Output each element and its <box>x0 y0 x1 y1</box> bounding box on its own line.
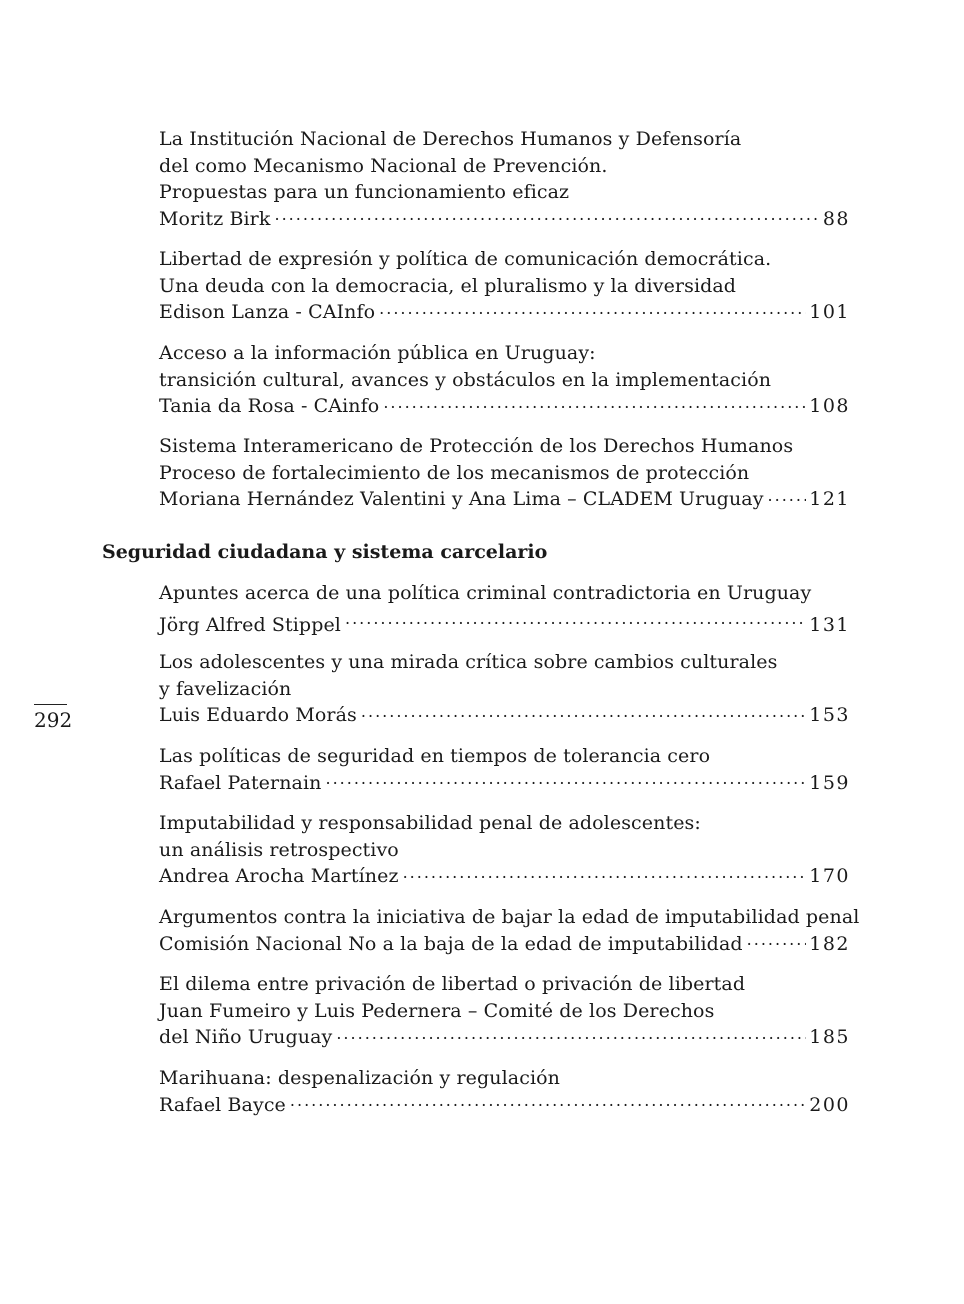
entry-title-line: Una deuda con la democracia, el pluralismo y la diversidad <box>159 274 737 297</box>
entry-title-line: Libertad de expresión y política de comunicación democrática. <box>159 248 772 270</box>
toc-entry <box>159 743 850 796</box>
toc-entry <box>159 1065 850 1118</box>
dot-leader <box>383 393 806 412</box>
dot-leader <box>361 702 806 721</box>
entry-page-number: 88 <box>822 207 850 230</box>
page-number: 292 <box>34 708 73 732</box>
entry-author: Jörg Alfred Stippel <box>159 614 341 636</box>
dot-leader <box>290 1092 806 1111</box>
entry-author: Andrea Arocha Martínez <box>159 865 399 887</box>
entry-page-number: 200 <box>809 1093 850 1116</box>
toc-entry <box>159 810 850 890</box>
entry-title-line: del como Mecanismo Nacional de Prevención. <box>159 154 608 177</box>
dot-leader <box>379 299 806 318</box>
entry-author-line <box>159 206 850 233</box>
entry-page-number: 131 <box>809 614 850 636</box>
entry-page-number: 185 <box>809 1026 850 1048</box>
dot-leader <box>326 770 807 789</box>
entry-page-number: 101 <box>809 301 850 323</box>
dot-leader <box>336 1024 806 1043</box>
entry-page-number: 159 <box>809 771 850 794</box>
toc-entry <box>159 577 850 641</box>
entry-author: Tania da Rosa - CAinfo <box>159 395 380 417</box>
entry-title-line: Las políticas de seguridad en tiempos de tolerancia cero <box>159 745 711 767</box>
entry-author-line <box>159 770 850 797</box>
entry-author: Luis Eduardo Morás <box>159 704 357 726</box>
entry-author-line <box>159 299 850 326</box>
entry-author: Moritz Birk <box>159 207 271 230</box>
page-number-rule <box>34 704 67 705</box>
entry-author-line <box>159 863 850 890</box>
entry-title-line: Sistema Interamericano de Protección de los Derechos Humanos <box>159 435 794 457</box>
dot-leader <box>345 612 806 631</box>
entry-title-line: Apuntes acerca de una política criminal contradictoria en Uruguay <box>159 582 812 604</box>
toc-entry <box>159 340 850 420</box>
entry-title-line: y favelización <box>159 677 292 700</box>
dot-leader <box>747 931 807 950</box>
entry-author-line <box>159 702 850 729</box>
entry-title-line: transición cultural, avances y obstáculos en la implementación <box>159 368 772 391</box>
entry-title-line: Los adolescentes y una mirada crítica sobre cambios culturales <box>159 651 778 673</box>
entry-author: Rafael Paternain <box>159 771 322 794</box>
entry-page-number: 182 <box>809 932 850 955</box>
entry-title-line: La Institución Nacional de Derechos Humanos y Defensoría <box>159 128 742 150</box>
toc-entry <box>159 971 850 1051</box>
entry-author-line <box>159 931 850 958</box>
entry-title-line: Propuestas para un funcionamiento eficaz <box>159 181 570 203</box>
toc-entry <box>159 649 850 729</box>
entry-author: Moriana Hernández Valentini y Ana Lima – CLADEM Uruguay <box>159 488 764 510</box>
toc-entry <box>159 433 850 513</box>
toc-entry <box>159 126 850 232</box>
entry-page-number: 121 <box>809 488 850 510</box>
toc-entry <box>159 904 860 957</box>
entry-title-line: un análisis retrospectivo <box>159 838 399 861</box>
entry-title-line: Argumentos contra la iniciativa de bajar la edad de imputabilidad penal <box>159 906 860 928</box>
entry-author-line <box>159 486 850 513</box>
entry-author: Rafael Bayce <box>159 1093 286 1116</box>
entry-title-line: Juan Fumeiro y Luis Pedernera – Comité de los Derechos <box>159 999 715 1022</box>
entry-author-line <box>159 1092 850 1119</box>
dot-leader <box>403 863 807 882</box>
entry-title-line: El dilema entre privación de libertad o privación de libertad <box>159 973 746 995</box>
section-heading: Seguridad ciudadana y sistema carcelario <box>102 541 548 563</box>
entry-title-line: Acceso a la información pública en Uruguay: <box>159 342 596 364</box>
entry-page-number: 170 <box>809 865 850 887</box>
entry-page-number: 153 <box>809 704 850 726</box>
entry-author: Edison Lanza - CAInfo <box>159 301 376 323</box>
toc-entry <box>159 246 850 326</box>
dot-leader <box>274 206 819 225</box>
entry-title-line: Proceso de fortalecimiento de los mecanismos de protección <box>159 461 750 484</box>
entry-page-number: 108 <box>809 395 850 417</box>
entry-author-line <box>159 1024 850 1051</box>
entry-author: del Niño Uruguay <box>159 1026 333 1048</box>
entry-author-line <box>159 609 850 641</box>
entry-author-line <box>159 393 850 420</box>
dot-leader <box>768 486 807 505</box>
entry-author: Comisión Nacional No a la baja de la edad de imputabilidad <box>159 932 743 955</box>
entry-title-line: Marihuana: despenalización y regulación <box>159 1067 560 1089</box>
entry-title-line: Imputabilidad y responsabilidad penal de adolescentes: <box>159 812 701 834</box>
